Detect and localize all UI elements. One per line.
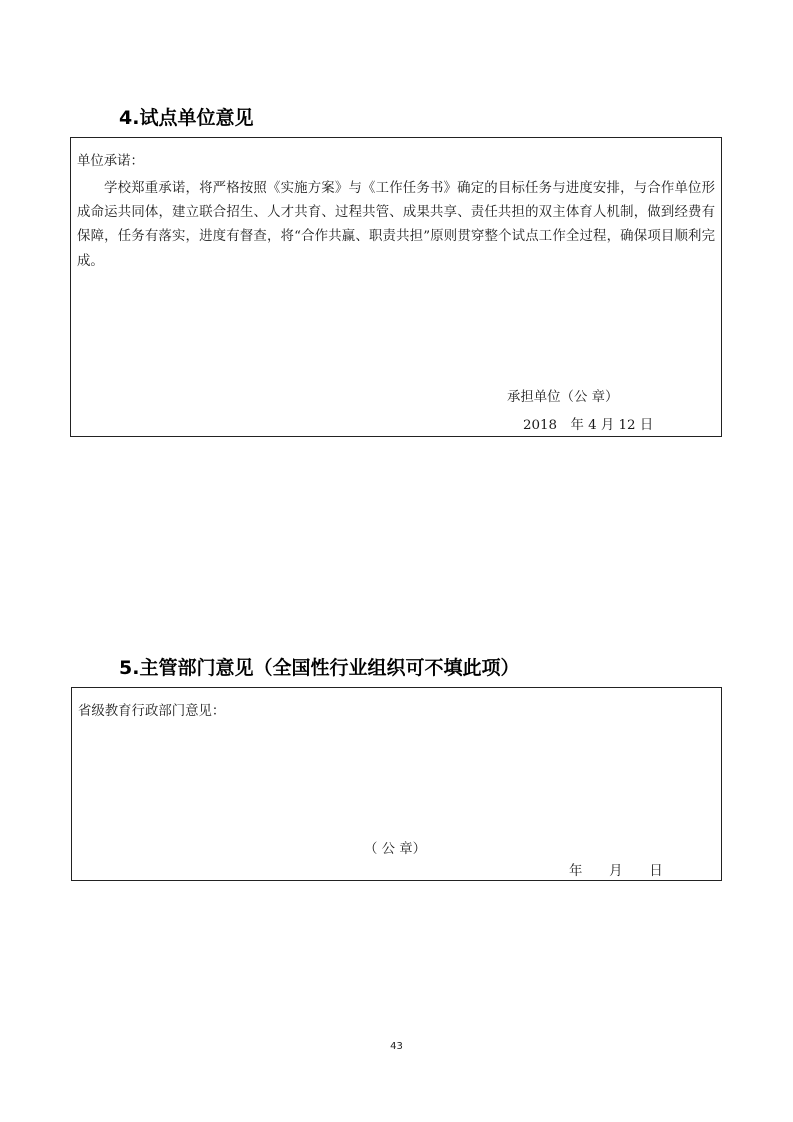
section-5-title: 5.主管部门意见（全国性行业组织可不填此项）: [119, 657, 520, 679]
undertaking-unit-seal-label: 承担单位（公 章）: [507, 390, 619, 405]
supervising-dept-date: 年 月 日: [569, 864, 663, 879]
unit-commitment-label: 单位承诺：: [77, 154, 144, 169]
provincial-education-dept-label: 省级教育行政部门意见：: [78, 704, 226, 719]
section-4-title: 4.试点单位意见: [119, 107, 254, 129]
unit-commitment-text: 学校郑重承诺，将严格按照《实施方案》与《工作任务书》确定的目标任务与进度安排，与合作单位形成命运共同体，建立联合招生、人才共育、过程共管、成果共享、责任共担的双主体育人机制，做到经费有保障，任务有落实，进度有督查，将“合作共赢、职责共担”原则贯穿整个试点工作全过程，确保项目顺利完成。: [77, 181, 715, 269]
undertaking-unit-date: 2018 年 4 月 12 日: [523, 418, 654, 433]
section-5-form-box: [71, 687, 722, 881]
section-4-form-box: [70, 137, 722, 437]
page-number: 43: [390, 1041, 403, 1052]
supervising-dept-seal-label: （ 公 章）: [364, 842, 427, 857]
